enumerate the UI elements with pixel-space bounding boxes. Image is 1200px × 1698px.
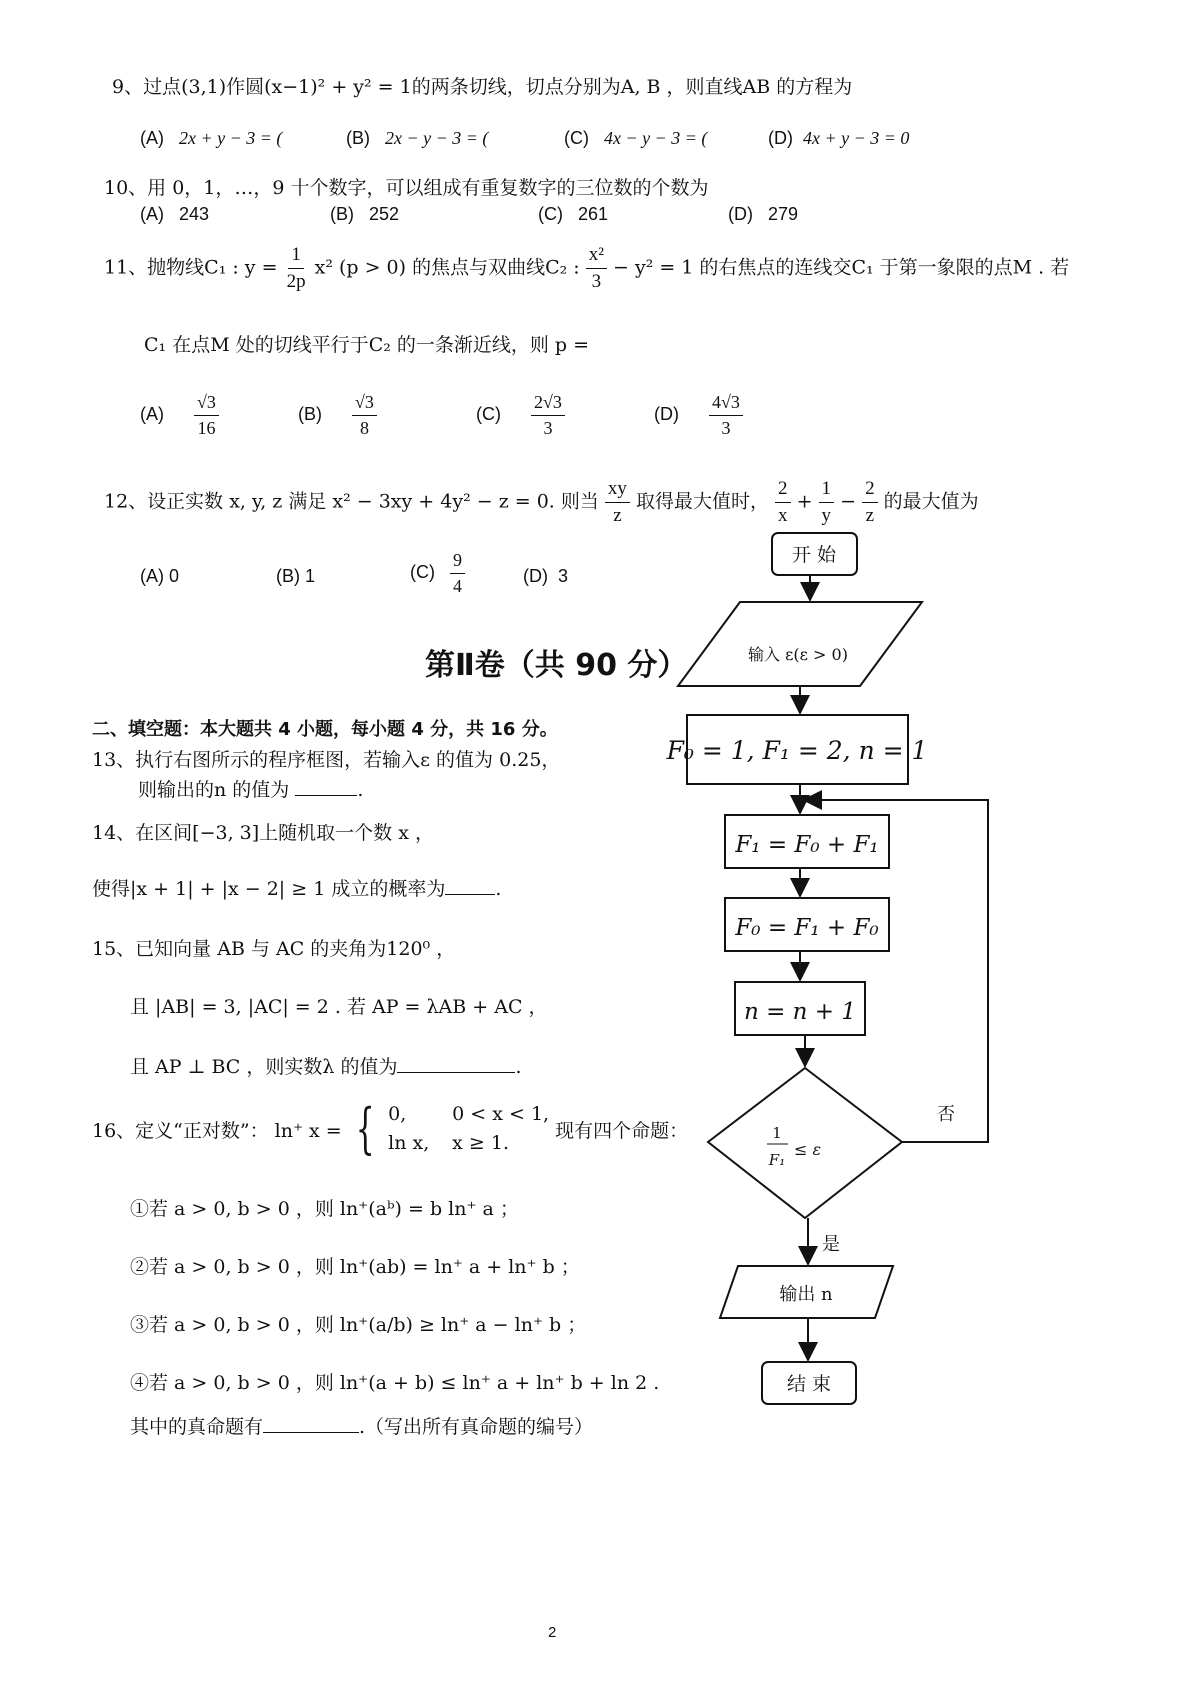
proposition-2: ②若 a > 0, b > 0 ，则 ln⁺(ab) = ln⁺ a + ln⁺ b ；: [130, 1256, 580, 1278]
q12-option-a: (A) 0: [140, 566, 180, 586]
output-label: 输出 n: [779, 1284, 833, 1305]
step2-label: F₀ = F₁ + F₀: [735, 915, 879, 941]
proposition-3: ③若 a > 0, b > 0 ，则 ln⁺(a/b) ≥ ln⁺ a − ln⁺ b ；: [130, 1314, 587, 1336]
question-15: 15、已知向量 AB 与 AC 的夹角为120⁰ ，: [92, 938, 456, 960]
question-13-line-2: 则输出的n 的值为 .: [138, 779, 364, 801]
q11-fraction-1-2p: $\frac{1}{2p}$: [286, 244, 306, 292]
q11-option-c: (C) $\frac{2√3}{3}$: [476, 392, 565, 438]
end-label: 结 束: [786, 1373, 832, 1395]
no-label: 否: [937, 1104, 955, 1125]
fill-in-header: 二、填空题：本大题共 4 小题，每小题 4 分，共 16 分。: [92, 719, 558, 740]
piecewise-brace: {: [355, 1097, 375, 1161]
question-16-closing: 其中的真命题有 .（写出所有真命题的编号）: [130, 1416, 594, 1438]
q10-option-c: (C) 261: [538, 204, 609, 224]
q9-option-a: (A) 2x + y − 3 = (: [140, 128, 283, 148]
question-10: 10、用 0，1，…，9 十个数字，可以组成有重复数字的三位数的个数为: [104, 177, 709, 199]
q12-option-b: (B) 1: [276, 566, 316, 586]
q12-option-c: (C) $\frac{9}{4}$: [410, 550, 465, 596]
q11-option-b: (B) $\frac{√3}{8}$: [298, 392, 377, 438]
question-15-line-2: 且 |AB| = 3, |AC| = 2 . 若 AP = λAB + AC ，: [130, 996, 548, 1018]
q10-option-d: (D) 279: [728, 204, 799, 224]
proposition-1: ①若 a > 0, b > 0 ，则 ln⁺(aᵇ) = b ln⁺ a ；: [130, 1198, 519, 1220]
question-9: 9、过点(3,1)作圆(x−1)² + y² = 1的两条切线，切点分别为A, B ，则直线AB 的方程为: [112, 76, 853, 98]
input-parallelogram: [678, 602, 922, 686]
init-label: F₀ = 1, F₁ = 2, n = 1: [666, 736, 928, 765]
q10-option-b: (B) 252: [330, 204, 400, 224]
yes-label: 是: [822, 1234, 840, 1255]
q12-fraction-2-z: $\frac{2}{z}$: [862, 478, 878, 527]
question-12: 12、设正实数 x, y, z 满足 x² − 3xy + 4y² − z = 0. 则当 $\frac{xy}{z}$ 取得最大值时， $\frac{2}{x}$ + $\frac{1}{y}$ − $\frac{2}{z}$ 的最大值为: [104, 478, 979, 526]
question-13: 13、执行右图所示的程序框图，若输入ε 的值为 0.25，: [92, 749, 561, 771]
q11-fraction-x2-3: $\frac{\text{x²}}{3}$: [586, 244, 607, 293]
q9-option-d: (D) 4x + y − 3 = 0: [768, 128, 910, 148]
q12-fraction-2-x: $\frac{2}{x}$: [775, 478, 791, 527]
q9-option-c: (C) 4x − y − 3 = (: [564, 128, 708, 148]
q10-option-a: (A) 243: [140, 204, 210, 224]
question-11-line-2: C₁ 在点M 处的切线平行于C₂ 的一条渐近线，则 p =: [144, 334, 590, 356]
q11-option-a: (A) $\frac{√3}{16}$: [140, 392, 219, 438]
condition-denominator: F₁: [768, 1151, 786, 1169]
start-label: 开 始: [791, 544, 837, 566]
condition-numerator: 1: [772, 1124, 782, 1142]
q12-option-d: (D) 3: [523, 566, 569, 586]
question-11: 11、抛物线C₁ : y = $\frac{1}{2p}$ x² (p > 0) 的焦点与双曲线C₂ : $\frac{\text{x²}}{3}$ − y² = 1 的右焦点的连线交C₁ 于第一象限的点M . 若: [104, 244, 1070, 292]
question-14: 14、在区间[−3, 3]上随机取一个数 x ，: [92, 822, 434, 844]
section-2-title: 第Ⅱ卷（共 90 分）: [425, 648, 688, 683]
page-number: 2: [548, 1624, 557, 1641]
q12-fraction-1-y: $\frac{1}{y}$: [819, 478, 835, 527]
piecewise-cases: 0, 0 < x < 1, ln x, x ≥ 1.: [388, 1103, 550, 1155]
question-15-line-3: 且 AP ⊥ BC ，则实数λ 的值为 .: [130, 1056, 522, 1078]
input-label: 输入 ε(ε > 0): [748, 645, 848, 664]
proposition-4: ④若 a > 0, b > 0 ，则 ln⁺(a + b) ≤ ln⁺ a + ln⁺ b + ln 2 .: [130, 1372, 660, 1394]
q12-fraction-xy-z: $\frac{xy}{z}$: [605, 478, 630, 527]
q9-option-b: (B) 2x − y − 3 = (: [346, 128, 489, 148]
question-14-line-2: 使得|x + 1| + |x − 2| ≥ 1 成立的概率为 .: [92, 878, 502, 900]
question-16: 16、定义“正对数”： ln⁺ x = { 0, 0 < x < 1, ln x, x ≥ 1. 现有四个命题：: [92, 1097, 689, 1161]
q11-option-d: (D) $\frac{4√3}{3}$: [654, 392, 743, 438]
step1-label: F₁ = F₀ + F₁: [735, 832, 879, 858]
step3-label: n = n + 1: [743, 999, 857, 1025]
condition-relation: ≤ ε: [794, 1140, 822, 1159]
